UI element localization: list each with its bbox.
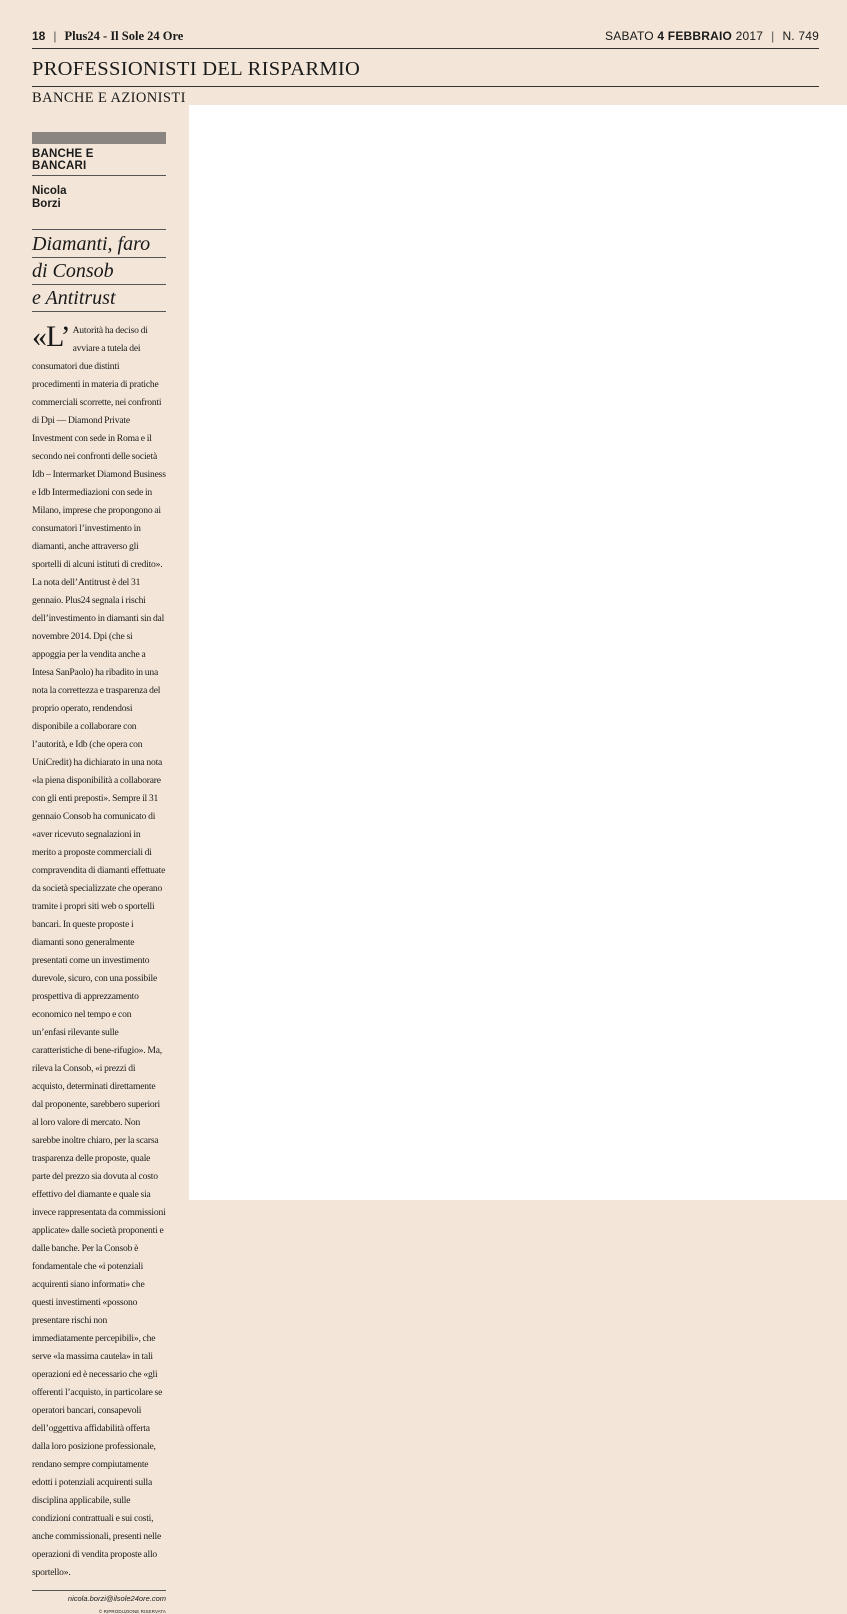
page-header — [32, 26, 819, 46]
header-separator: | — [771, 29, 775, 43]
headline-line: di Consob — [32, 258, 166, 285]
section-title: PROFESSIONISTI DEL RISPARMIO — [32, 58, 361, 80]
headline-line: e Antitrust — [32, 285, 166, 312]
header-rule — [32, 48, 819, 49]
date-day-month: 4 FEBBRAIO — [657, 29, 733, 43]
date-year: 2017 — [735, 29, 764, 43]
header-separator: | — [53, 29, 57, 43]
article-author — [32, 185, 166, 230]
section-rule — [32, 86, 819, 87]
issue-number: N. 749 — [782, 29, 819, 43]
article-rubric — [32, 148, 166, 176]
page-number: 18 — [32, 29, 46, 43]
author-email: nicola.borzi@ilsole24ore.com — [67, 1594, 166, 1603]
drop-cap: «L’ — [32, 320, 70, 353]
rubric-bar — [32, 132, 166, 144]
publication-name: Plus24 - Il Sole 24 Ore — [64, 29, 184, 43]
article-end-rule — [32, 1590, 166, 1591]
article-headline — [32, 231, 166, 312]
article-column — [32, 132, 166, 1614]
copyright-notice: © RIPRODUZIONE RISERVATA — [98, 1609, 166, 1614]
author-first-name: Nicola — [32, 185, 67, 197]
rubric-line: BANCHE E — [32, 148, 94, 160]
author-last-name: Borzi — [32, 198, 61, 210]
blank-content-area — [189, 105, 847, 1200]
rubric-line: BANCARI — [32, 160, 87, 172]
article-body — [32, 320, 166, 1580]
article-body-text: Autorità ha deciso di avviare a tutela dei consumatori due distinti procedimenti in materia di pratiche commerciali scorrette, nei confronti di Dpi — Diamond Private Investment con sede in Roma e il secondo nei confronti delle società Idb – Intermarket Diamond Business e Idb Intermediazioni con sede in Milano, imprese che propongono ai consumatori l’investimento in diamanti, anche attraverso gli sportelli di alcuni istituti di credito». La nota dell’Antitrust è del 31 gennaio. Plus24 segnala i rischi dell’investimento in diamanti sin dal novembre 2014. Dpi (che si appoggia per la vendita anche a Intesa SanPaolo) ha ribadito in una nota la correttezza e trasparenza del proprio operato, rendendosi disponibile a collaborare con l’autorità, e Idb (che opera con UniCredit) ha dichiarato in una nota «la piena disponibilità a collaborare con gli enti preposti». Sempre il 31 gennaio Consob ha comunicato di «aver ricevuto segnalazioni in merito a proposte commerciali di compravendita di diamanti effettuate da società specializzate che operano tramite i propri siti web o sportelli bancari. In queste proposte i diamanti sono generalmente presentati come un investimento durevole, sicuro, con una possibile prospettiva di apprezzamento economico nel tempo e con un’enfasi rilevante sulle caratteristiche di bene-rifugio». Ma, rileva la Consob, «i prezzi di acquisto, determinati direttamente dal proponente, sarebbero superiori al loro valore di mercato. Non sarebbe inoltre chiaro, per la scarsa trasparenza delle proposte, quale parte del prezzo sia dovuta al costo effettivo del diamante e quale sia invece rappresentata da commissioni applicate» dalle società proponenti e dalle banche. Per la Consob è fondamentale che «i potenziali acquirenti siano informati» che questi investimenti «possono presentare rischi non immediatamente percepibili», che serve «la massima cautela» in tali operazioni ed è necessario che «gli offerenti l’acquisto, in particolare se operatori bancari, consapevoli dell’oggettiva affidabilità offerta dalla loro posizione professionale, rendano sempre compiutamente edotti i potenziali acquirenti sulla disciplina applicabile, sulle condizioni contrattuali e sui costi, anche commissionali, presenti nelle operazioni di vendita proposte allo sportello». — [32, 325, 166, 1578]
header-left — [32, 29, 183, 44]
header-right — [605, 29, 819, 43]
date-weekday: SABATO — [605, 29, 654, 43]
section-subtitle: BANCHE E AZIONISTI — [32, 90, 186, 106]
headline-line: Diamanti, faro — [32, 231, 166, 258]
